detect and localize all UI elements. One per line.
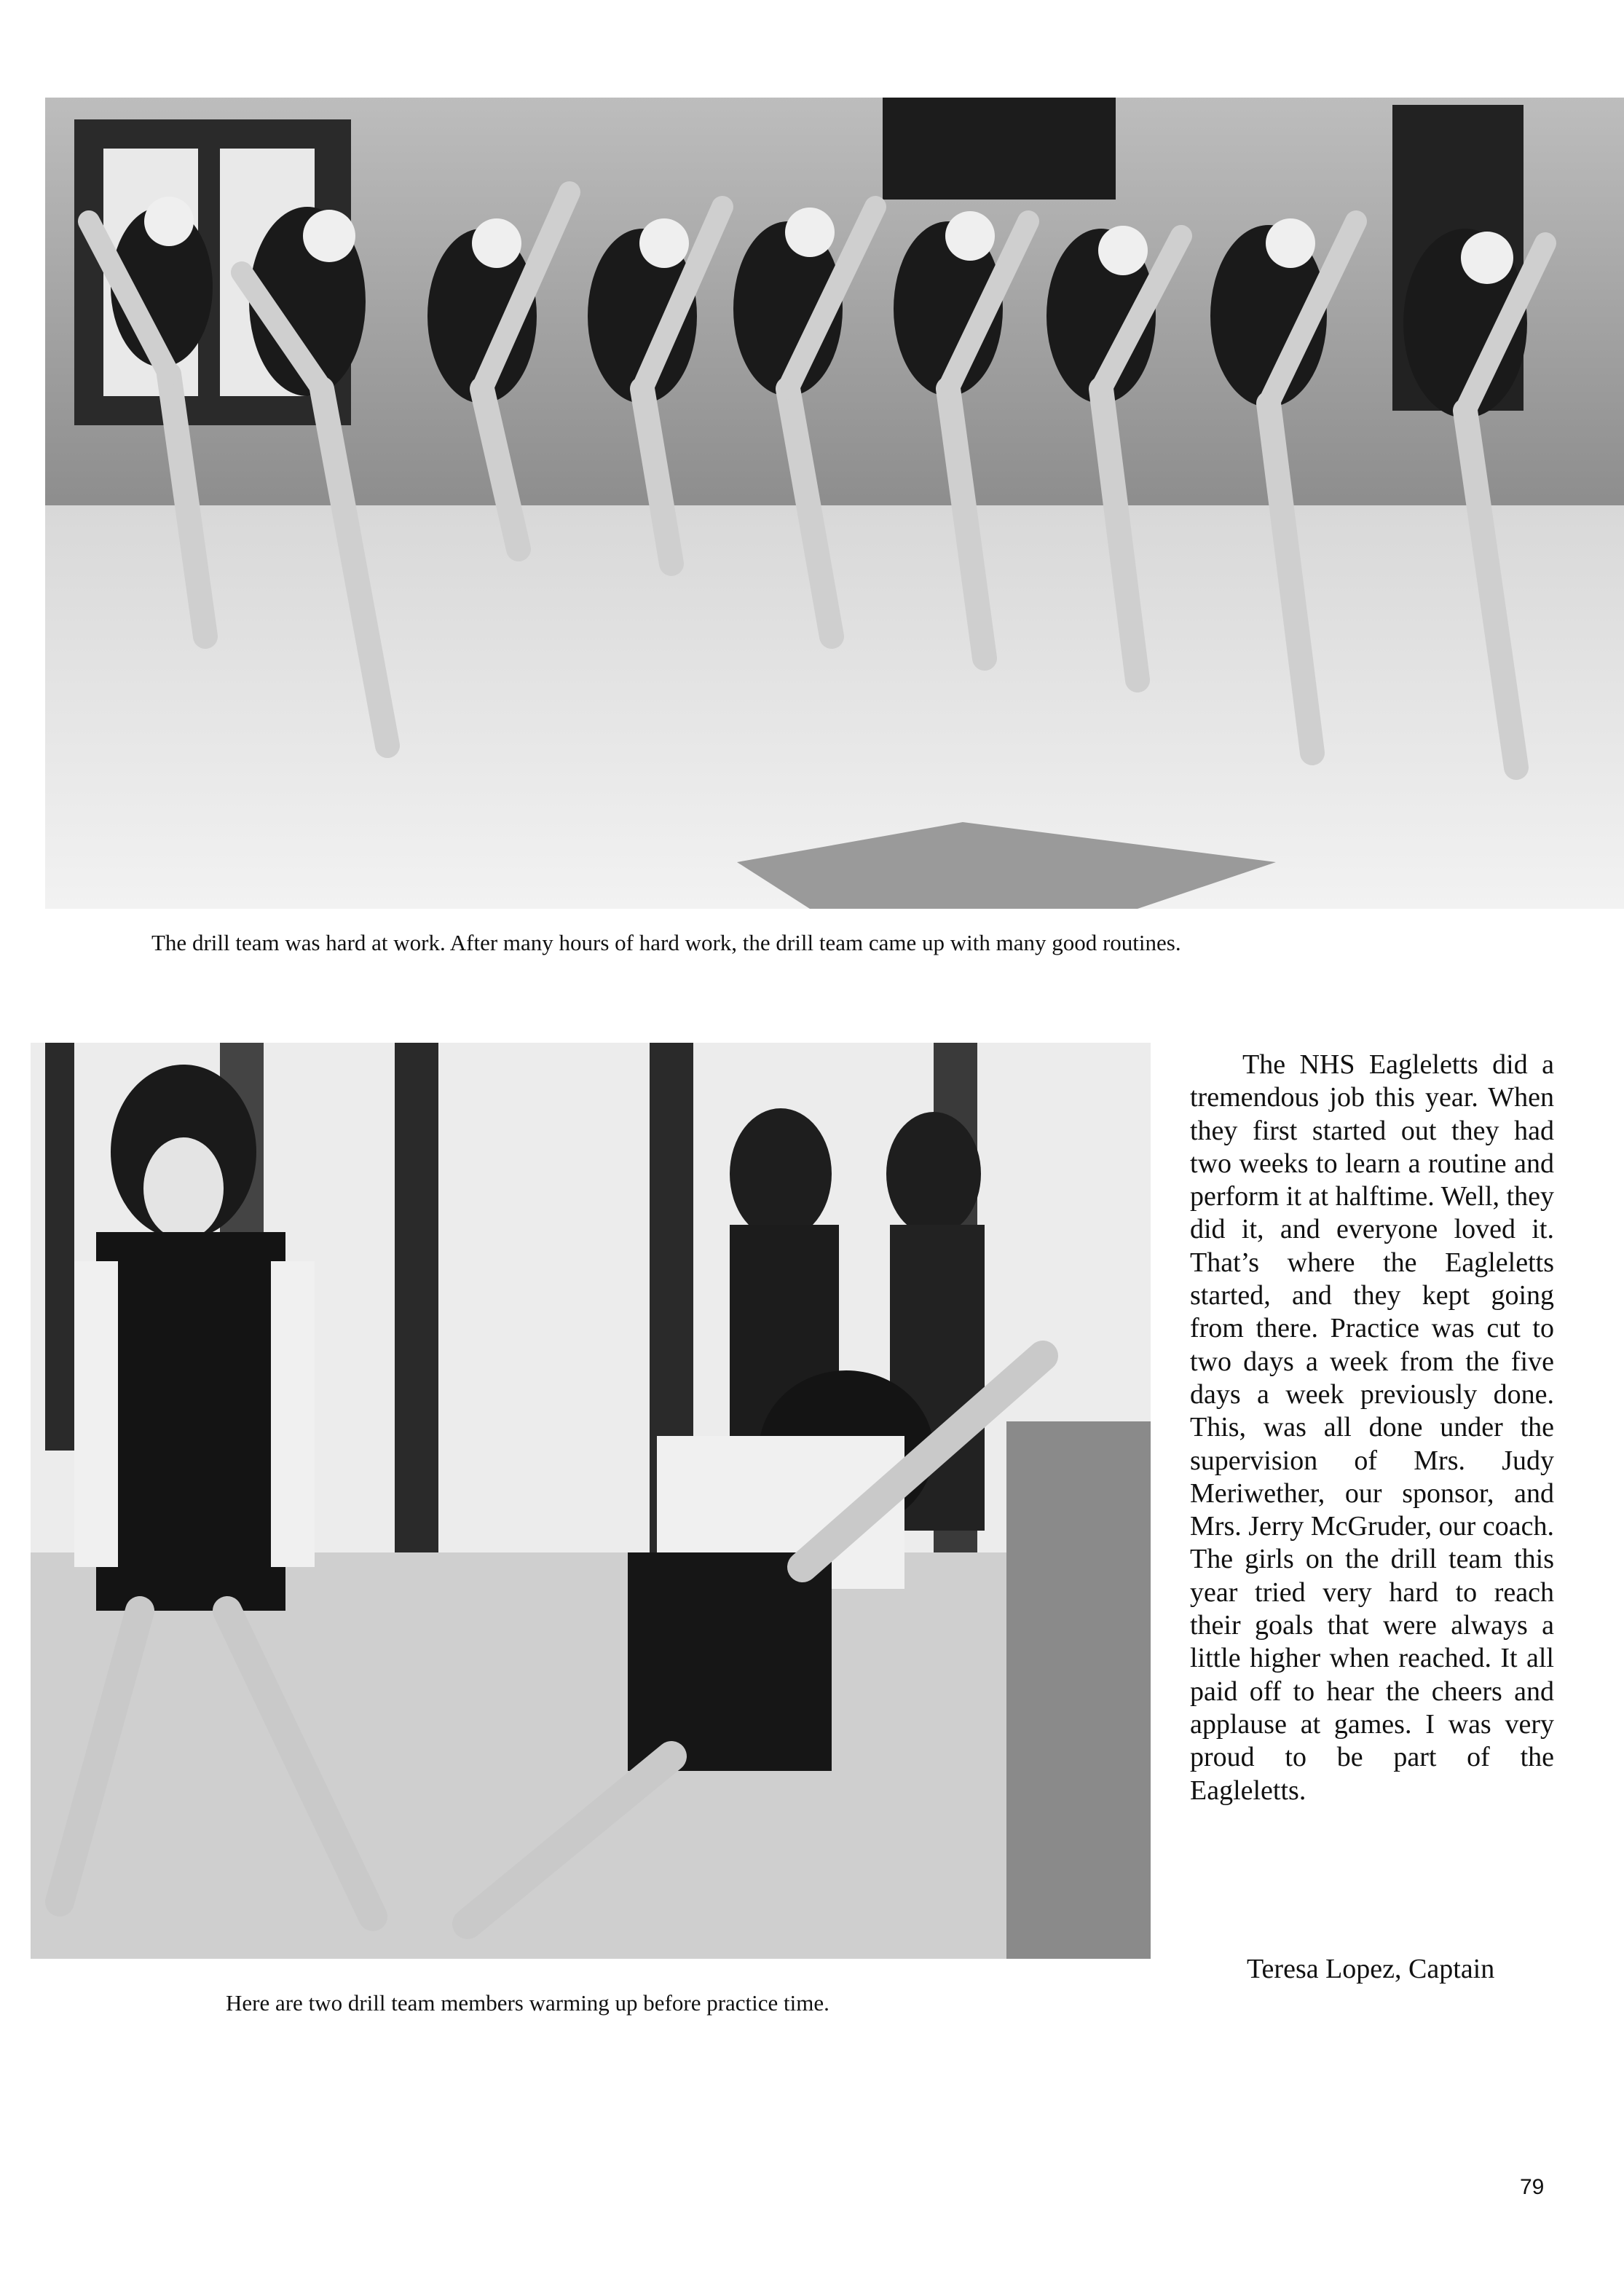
- bottom-photo-caption: Here are two drill team members warming up before practice time.: [226, 1990, 829, 2016]
- article-body: [1190, 1049, 1554, 1807]
- top-photo-caption: The drill team was hard at work. After many hours of hard work, the drill team came up with many good routines.: [151, 930, 1181, 955]
- warm-up-photo: [31, 1043, 1151, 1959]
- article-signature: Teresa Lopez, Captain: [1247, 1954, 1495, 1984]
- article-text: The NHS Eagleletts did a tremendous job this year. When they first started out they had two weeks to learn a routine and perform it at halftime. Well, they did it, and everyone loved it. That’s where the Eagleletts started, and they kept going from there. Practice was cut to two days a week from the five days a week previously done. This, was all done under the supervision of Mrs. Judy Meriwether, our sponsor, and Mrs. Jerry McGruder, our coach. The girls on the drill team this year tried very hard to reach their goals that were always a little higher when reached. It all paid off to hear the cheers and applause at games. I was very proud to be part of the Eagleletts.: [1190, 1049, 1554, 1806]
- drill-team-kick-line-photo: [45, 98, 1624, 909]
- page-number: 79: [1520, 2175, 1545, 2199]
